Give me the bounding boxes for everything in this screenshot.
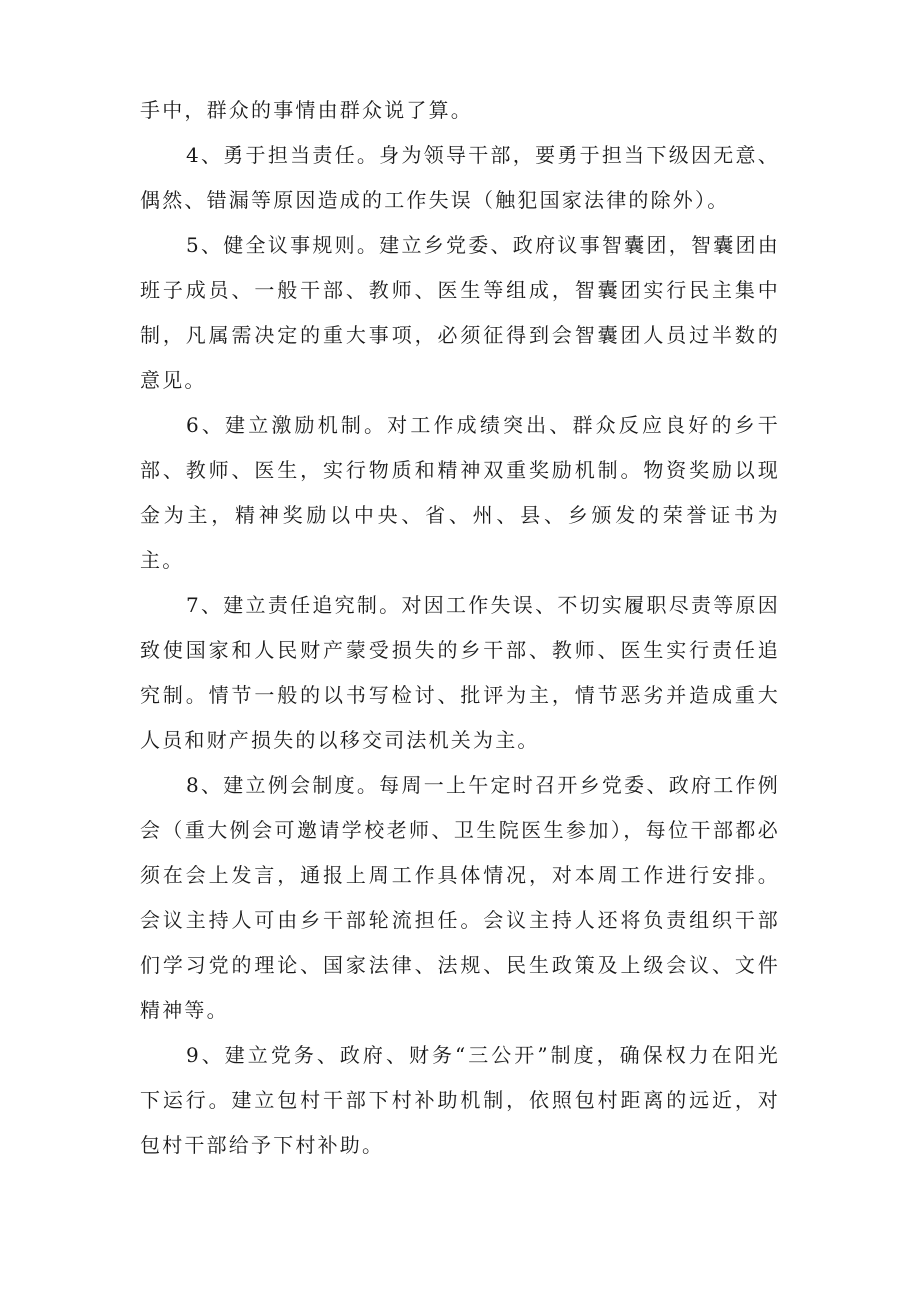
paragraph-item-8: 8、建立例会制度。每周一上午定时召开乡党委、政府工作例会（重大例会可邀请学校老师、卫生院医生参加），每位干部都必须在会上发言，通报上周工作具体情况，对本周工作进行安排。会议主持人可由乡干部轮流担任。会议主持人还将负责组织干部们学习党的理论、国家法律、法规、民生政策及上级会议、文件精神等。	[140, 773, 780, 1022]
paragraph-continuation: 手中，群众的事情由群众说了算。	[140, 98, 473, 122]
paragraph-item-6: 6、建立激励机制。对工作成绩突出、群众反应良好的乡干部、教师、医生，实行物质和精神双重奖励机制。物资奖励以现金为主，精神奖励以中央、省、州、县、乡颁发的荣誉证书为主。	[140, 413, 780, 572]
paragraph-item-5: 5、健全议事规则。建立乡党委、政府议事智囊团，智囊团由班子成员、一般干部、教师、医生等组成，智囊团实行民主集中制，凡属需决定的重大事项，必须征得到会智囊团人员过半数的意见。	[140, 233, 780, 392]
document-body	[140, 88, 780, 1168]
paragraph-item-7: 7、建立责任追究制。对因工作失误、不切实履职尽责等原因致使国家和人民财产蒙受损失的乡干部、教师、医生实行责任追究制。情节一般的以书写检讨、批评为主，情节恶劣并造成重大人员和财产损失的以移交司法机关为主。	[140, 593, 780, 752]
paragraph-item-9: 9、建立党务、政府、财务“三公开”制度，确保权力在阳光下运行。建立包村干部下村补助机制，依照包村距离的远近，对包村干部给予下村补助。	[140, 1043, 780, 1157]
paragraph-item-4: 4、勇于担当责任。身为领导干部，要勇于担当下级因无意、偶然、错漏等原因造成的工作失误（触犯国家法律的除外）。	[140, 143, 780, 212]
